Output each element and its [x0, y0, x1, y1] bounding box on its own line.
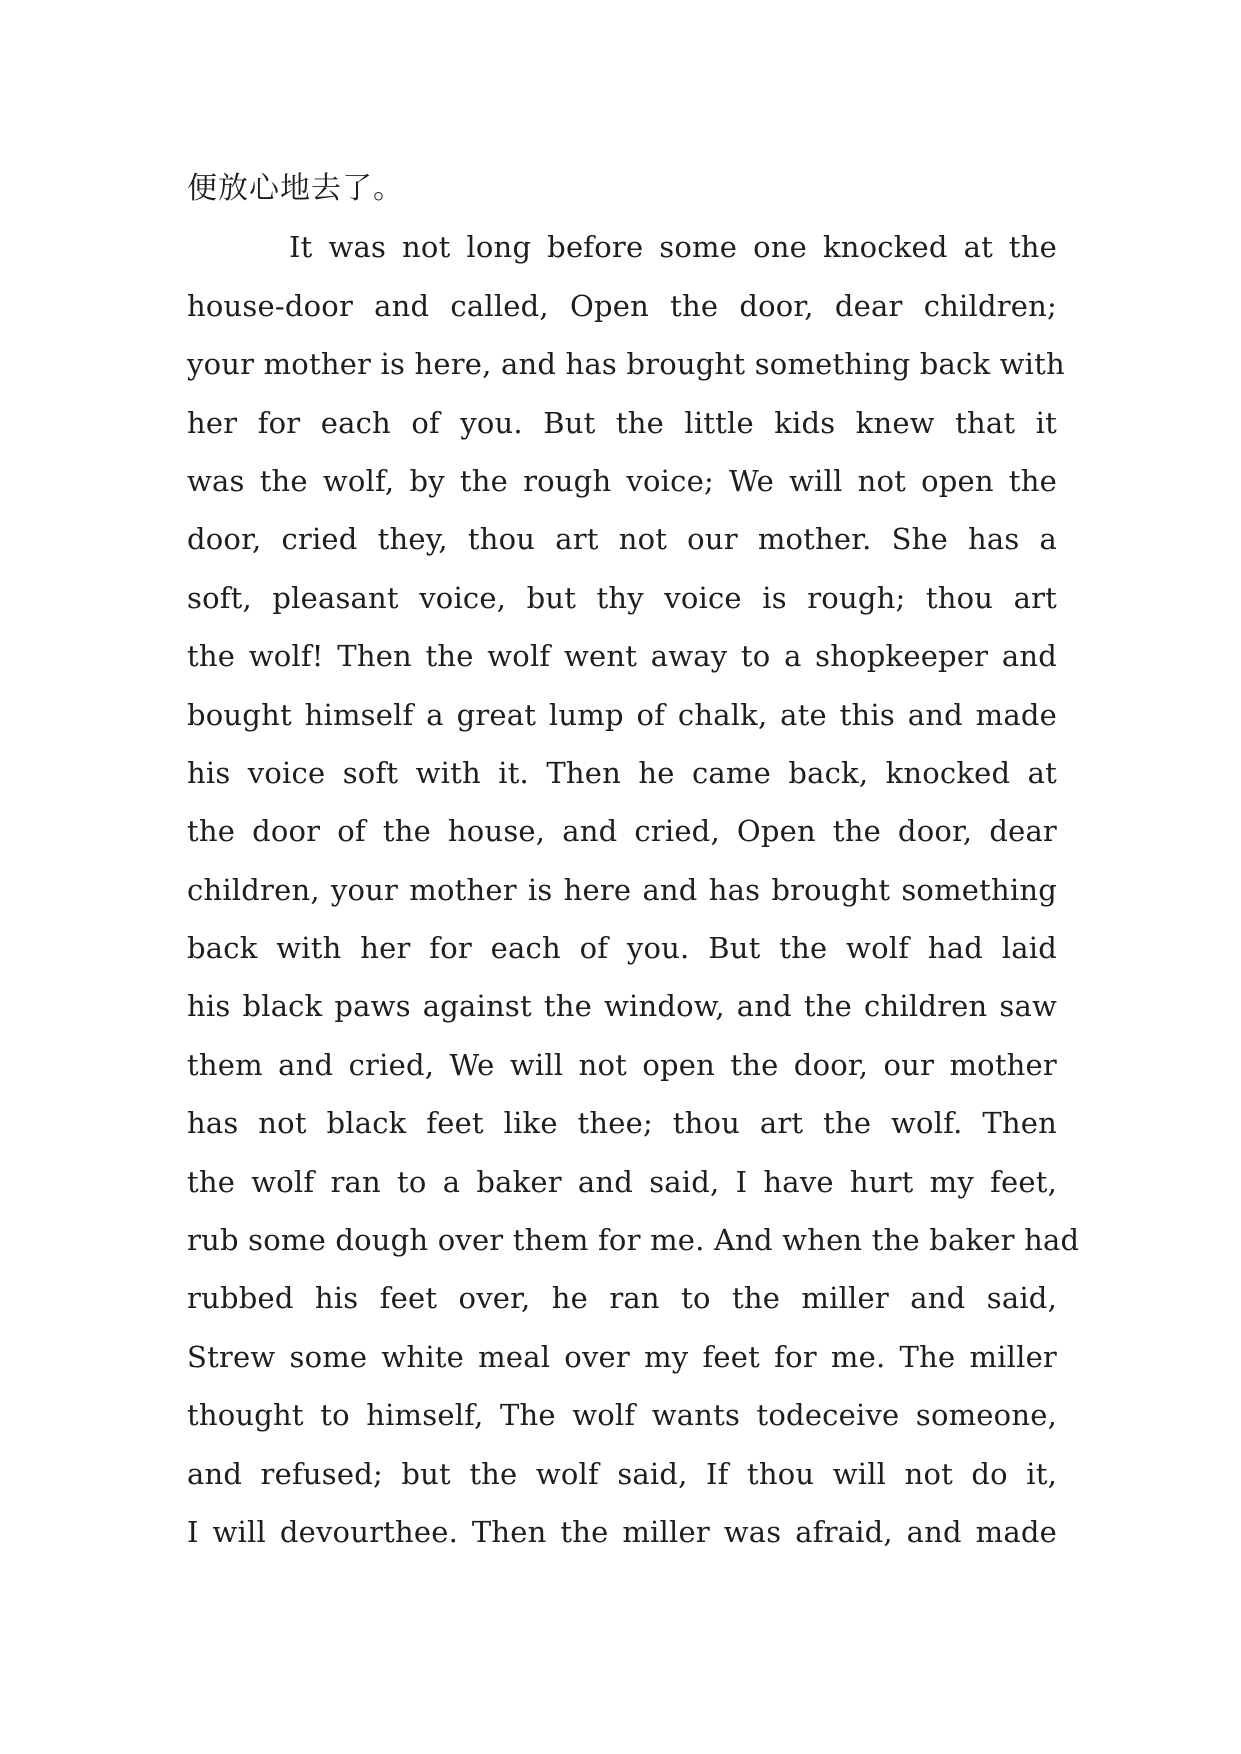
text-line: door, cried they, thou art not our mother. She has a	[187, 522, 1057, 557]
text-line: your mother is here, and has brought something back with	[187, 347, 1065, 382]
text-line: 便放心地去了。	[187, 171, 404, 206]
text-line: her for each of you. But the little kids knew that it	[187, 405, 1057, 440]
text-line: It was not long before some one knocked at the	[289, 230, 1057, 265]
text-line: the wolf ran to a baker and said, I have hurt my feet,	[187, 1164, 1057, 1199]
text-line: them and cried, We will not open the door, our mother	[187, 1047, 1057, 1082]
text-line: his black paws against the window, and the children saw	[187, 989, 1057, 1024]
text-line: bought himself a great lump of chalk, ate this and made	[187, 697, 1057, 732]
text-line: back with her for each of you. But the wolf had laid	[187, 931, 1057, 966]
text-line: his voice soft with it. Then he came back, knocked at	[187, 755, 1057, 790]
text-line: soft, pleasant voice, but thy voice is rough; thou art	[187, 580, 1057, 615]
text-line: children, your mother is here and has brought something	[187, 872, 1057, 907]
text-line: and refused; but the wolf said, If thou will not do it,	[187, 1456, 1057, 1491]
body-text	[187, 160, 1080, 1561]
text-line: thought to himself, The wolf wants todeceive someone,	[187, 1398, 1057, 1433]
text-line: was the wolf, by the rough voice; We will not open the	[187, 463, 1057, 498]
text-line: I will devourthee. Then the miller was afraid, and made	[187, 1514, 1057, 1549]
text-line: rub some dough over them for me. And when the baker had	[187, 1223, 1080, 1258]
text-line: the door of the house, and cried, Open the door, dear	[187, 814, 1057, 849]
text-line: has not black feet like thee; thou art the wolf. Then	[187, 1106, 1057, 1141]
text-line: rubbed his feet over, he ran to the miller and said,	[187, 1281, 1057, 1316]
text-line: Strew some white meal over my feet for me. The miller	[187, 1339, 1057, 1374]
text-line: house-door and called, Open the door, dear children;	[187, 288, 1057, 323]
text-line: the wolf! Then the wolf went away to a shopkeeper and	[187, 639, 1057, 674]
